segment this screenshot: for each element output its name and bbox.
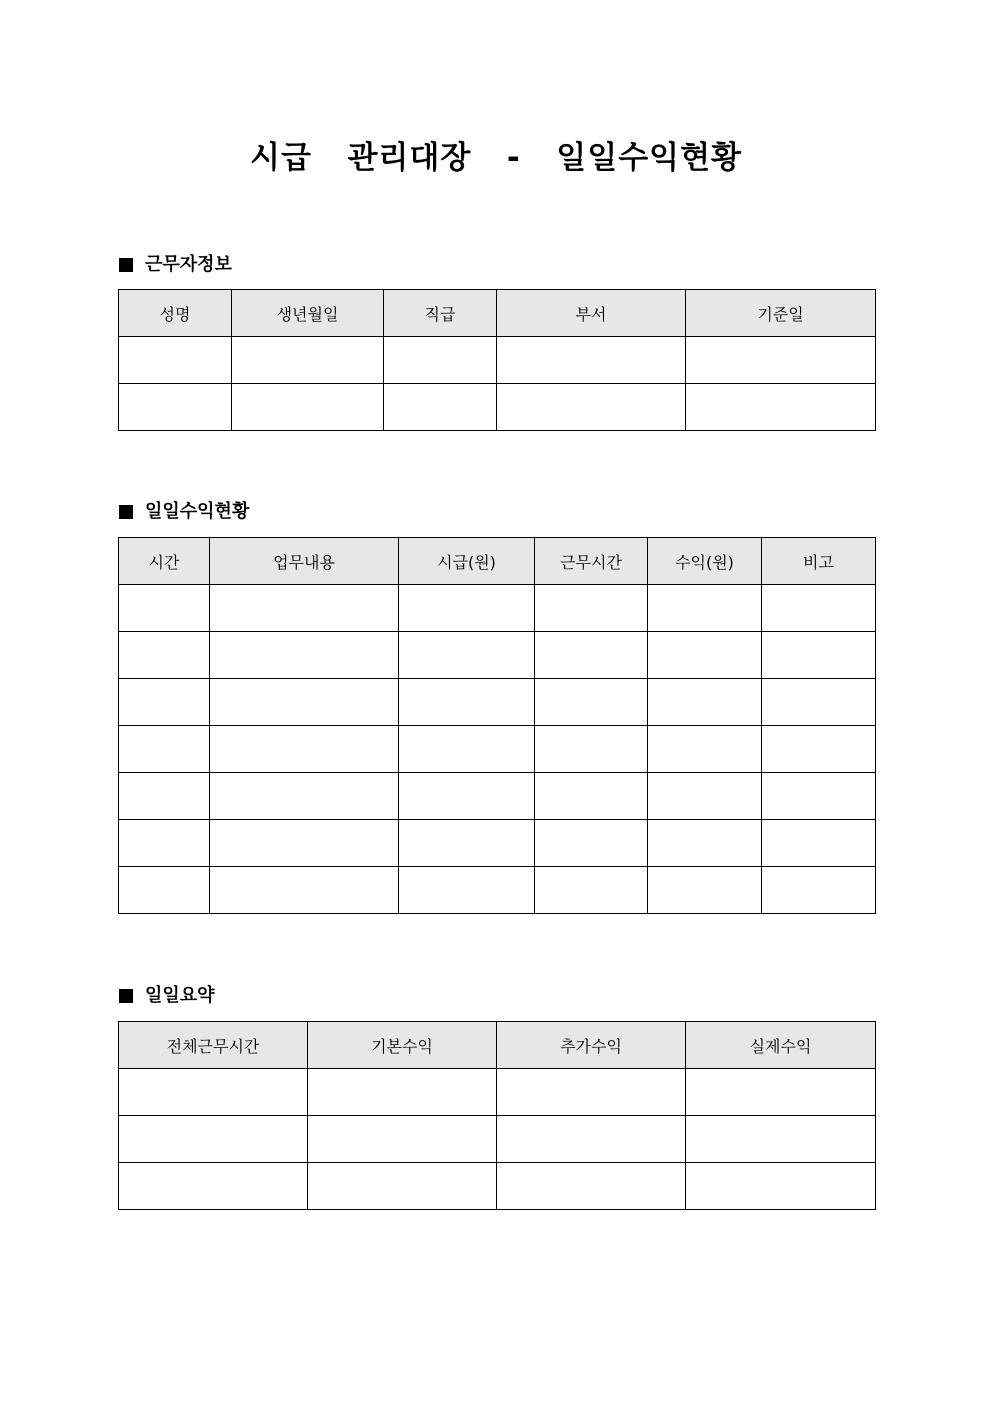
table-cell[interactable] [119, 1116, 308, 1163]
header-cell-extra-income: 추가수익 [497, 1022, 686, 1069]
table-cell[interactable] [399, 679, 535, 726]
table-cell[interactable] [119, 726, 210, 773]
table-cell[interactable] [535, 726, 648, 773]
table-cell[interactable] [232, 384, 384, 431]
document-title: 시급 관리대장 - 일일수익현황 [250, 140, 742, 176]
header-cell-department: 부서 [497, 290, 686, 337]
table-row [119, 726, 876, 773]
square-bullet-icon [119, 989, 133, 1003]
table-cell[interactable] [535, 820, 648, 867]
table-cell[interactable] [210, 726, 399, 773]
square-bullet-icon [119, 505, 133, 519]
table-cell[interactable] [648, 867, 762, 914]
table-cell[interactable] [497, 1163, 686, 1210]
table-cell[interactable] [384, 337, 497, 384]
table-cell[interactable] [686, 337, 876, 384]
table-row [119, 867, 876, 914]
daily-income-table [118, 537, 876, 914]
header-cell-time: 시간 [119, 538, 210, 585]
table-cell[interactable] [762, 632, 876, 679]
table-row [119, 384, 876, 431]
table-header-row [119, 538, 876, 585]
table-cell[interactable] [119, 820, 210, 867]
table-cell[interactable] [210, 820, 399, 867]
header-cell-birthdate: 생년월일 [232, 290, 384, 337]
table-cell[interactable] [648, 726, 762, 773]
table-cell[interactable] [308, 1163, 497, 1210]
table-row [119, 337, 876, 384]
table-cell[interactable] [210, 867, 399, 914]
table-cell[interactable] [232, 337, 384, 384]
header-cell-base-income: 기본수익 [308, 1022, 497, 1069]
table-cell[interactable] [497, 384, 686, 431]
header-cell-hourly-wage: 시급(원) [399, 538, 535, 585]
header-cell-name: 성명 [119, 290, 232, 337]
table-cell[interactable] [119, 679, 210, 726]
table-cell[interactable] [762, 867, 876, 914]
worker-info-table [118, 289, 876, 431]
daily-summary-table [118, 1021, 876, 1210]
table-cell[interactable] [399, 867, 535, 914]
table-row [119, 820, 876, 867]
table-cell[interactable] [648, 585, 762, 632]
table-cell[interactable] [399, 632, 535, 679]
table-cell[interactable] [686, 1163, 876, 1210]
table-cell[interactable] [762, 820, 876, 867]
table-cell[interactable] [210, 773, 399, 820]
header-cell-income: 수익(원) [648, 538, 762, 585]
header-cell-actual-income: 실제수익 [686, 1022, 876, 1069]
table-cell[interactable] [686, 1116, 876, 1163]
section-title-text: 근무자정보 [145, 254, 232, 275]
table-cell[interactable] [210, 632, 399, 679]
table-cell[interactable] [535, 867, 648, 914]
table-cell[interactable] [648, 632, 762, 679]
table-cell[interactable] [119, 867, 210, 914]
header-cell-task: 업무내용 [210, 538, 399, 585]
table-cell[interactable] [210, 679, 399, 726]
section-title-text: 일일요약 [145, 985, 215, 1006]
table-cell[interactable] [399, 585, 535, 632]
header-cell-total-hours: 전체근무시간 [119, 1022, 308, 1069]
table-cell[interactable] [497, 337, 686, 384]
table-cell[interactable] [210, 585, 399, 632]
table-row [119, 679, 876, 726]
table-cell[interactable] [399, 726, 535, 773]
table-cell[interactable] [119, 632, 210, 679]
table-cell[interactable] [686, 1069, 876, 1116]
table-cell[interactable] [119, 384, 232, 431]
table-row [119, 1163, 876, 1210]
table-cell[interactable] [762, 726, 876, 773]
section-heading-daily-income [119, 500, 249, 524]
table-cell[interactable] [535, 585, 648, 632]
header-cell-base-date: 기준일 [686, 290, 876, 337]
table-row [119, 1116, 876, 1163]
table-cell[interactable] [535, 632, 648, 679]
table-cell[interactable] [119, 773, 210, 820]
table-header-row [119, 1022, 876, 1069]
table-cell[interactable] [686, 384, 876, 431]
header-cell-rank: 직급 [384, 290, 497, 337]
section-title-text: 일일수익현황 [145, 501, 250, 522]
section-heading-daily-summary [119, 984, 215, 1008]
table-cell[interactable] [648, 820, 762, 867]
table-cell[interactable] [308, 1116, 497, 1163]
table-cell[interactable] [119, 337, 232, 384]
table-cell[interactable] [535, 773, 648, 820]
table-cell[interactable] [308, 1069, 497, 1116]
header-cell-remarks: 비고 [762, 538, 876, 585]
table-cell[interactable] [762, 773, 876, 820]
table-cell[interactable] [648, 679, 762, 726]
table-row [119, 1069, 876, 1116]
table-cell[interactable] [399, 773, 535, 820]
table-cell[interactable] [119, 1163, 308, 1210]
table-cell[interactable] [762, 679, 876, 726]
square-bullet-icon [119, 258, 133, 272]
table-cell[interactable] [497, 1116, 686, 1163]
table-cell[interactable] [119, 585, 210, 632]
section-heading-worker-info [119, 253, 232, 277]
table-cell[interactable] [119, 1069, 308, 1116]
table-row [119, 585, 876, 632]
table-cell[interactable] [648, 773, 762, 820]
table-row [119, 773, 876, 820]
header-cell-work-hours: 근무시간 [535, 538, 648, 585]
table-row [119, 632, 876, 679]
table-cell[interactable] [384, 384, 497, 431]
table-cell[interactable] [535, 679, 648, 726]
table-cell[interactable] [497, 1069, 686, 1116]
table-cell[interactable] [399, 820, 535, 867]
table-header-row [119, 290, 876, 337]
table-cell[interactable] [762, 585, 876, 632]
